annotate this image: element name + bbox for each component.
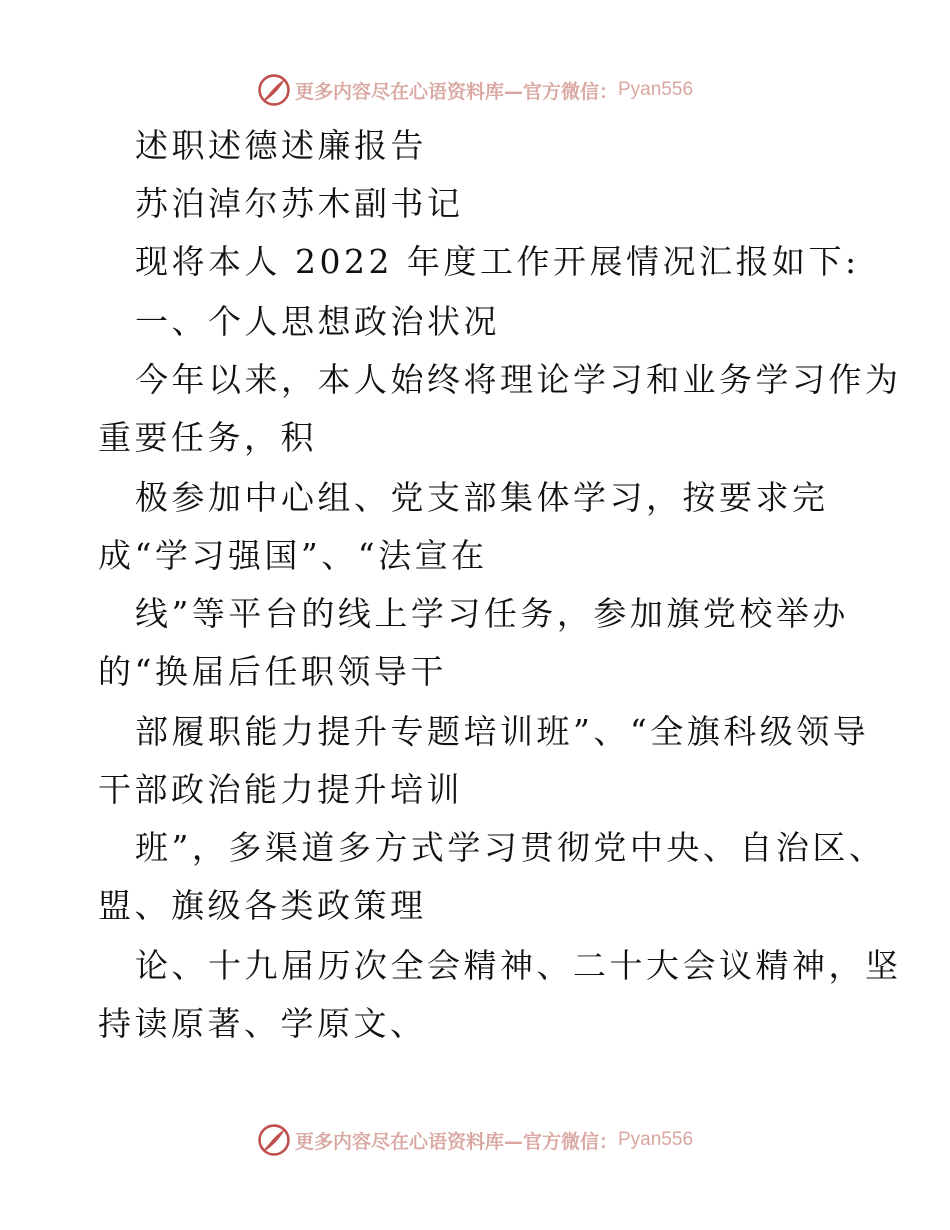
text-line: 干部政治能力提升培训	[98, 770, 463, 809]
text-line: 成“学习强国”、“法宣在	[98, 536, 488, 575]
text-line: 部履职能力提升专题培训班”、“全旗科级领导	[135, 712, 870, 751]
text-line: 论、十九届历次全会精神、二十大会议精神，坚	[135, 946, 902, 985]
quill-logo-icon	[257, 1123, 291, 1157]
text-line: 班”，多渠道多方式学习贯彻党中央、自治区、	[135, 828, 886, 867]
text-line: 现将本人 2022 年度工作开展情况汇报如下:	[135, 242, 860, 281]
header-watermark	[0, 70, 950, 110]
watermark-wechat-id: Pyan556	[618, 79, 694, 100]
text-line: 极参加中心组、党支部集体学习，按要求完	[135, 478, 829, 517]
text-line: 今年以来，本人始终将理论学习和业务学习作为	[135, 360, 902, 399]
watermark-text: 更多内容尽在心语资料库—官方微信：	[294, 80, 618, 103]
author-line: 苏泊淖尔苏木副书记	[135, 184, 464, 223]
text-line: 线”等平台的线上学习任务，参加旗党校举办	[135, 594, 849, 633]
quill-logo-icon	[257, 73, 291, 107]
footer-watermark	[0, 1120, 950, 1160]
section-heading: 一、个人思想政治状况	[135, 302, 500, 341]
text-line: 盟、旗级各类政策理	[98, 886, 427, 925]
document-title: 述职述德述廉报告	[135, 126, 427, 165]
watermark-text: 更多内容尽在心语资料库—官方微信：	[294, 1130, 618, 1153]
text-line: 持读原著、学原文、	[98, 1004, 427, 1043]
text-line: 的“换届后任职领导干	[98, 652, 447, 691]
watermark-wechat-id: Pyan556	[618, 1129, 694, 1150]
text-line: 重要任务，积	[98, 418, 317, 457]
